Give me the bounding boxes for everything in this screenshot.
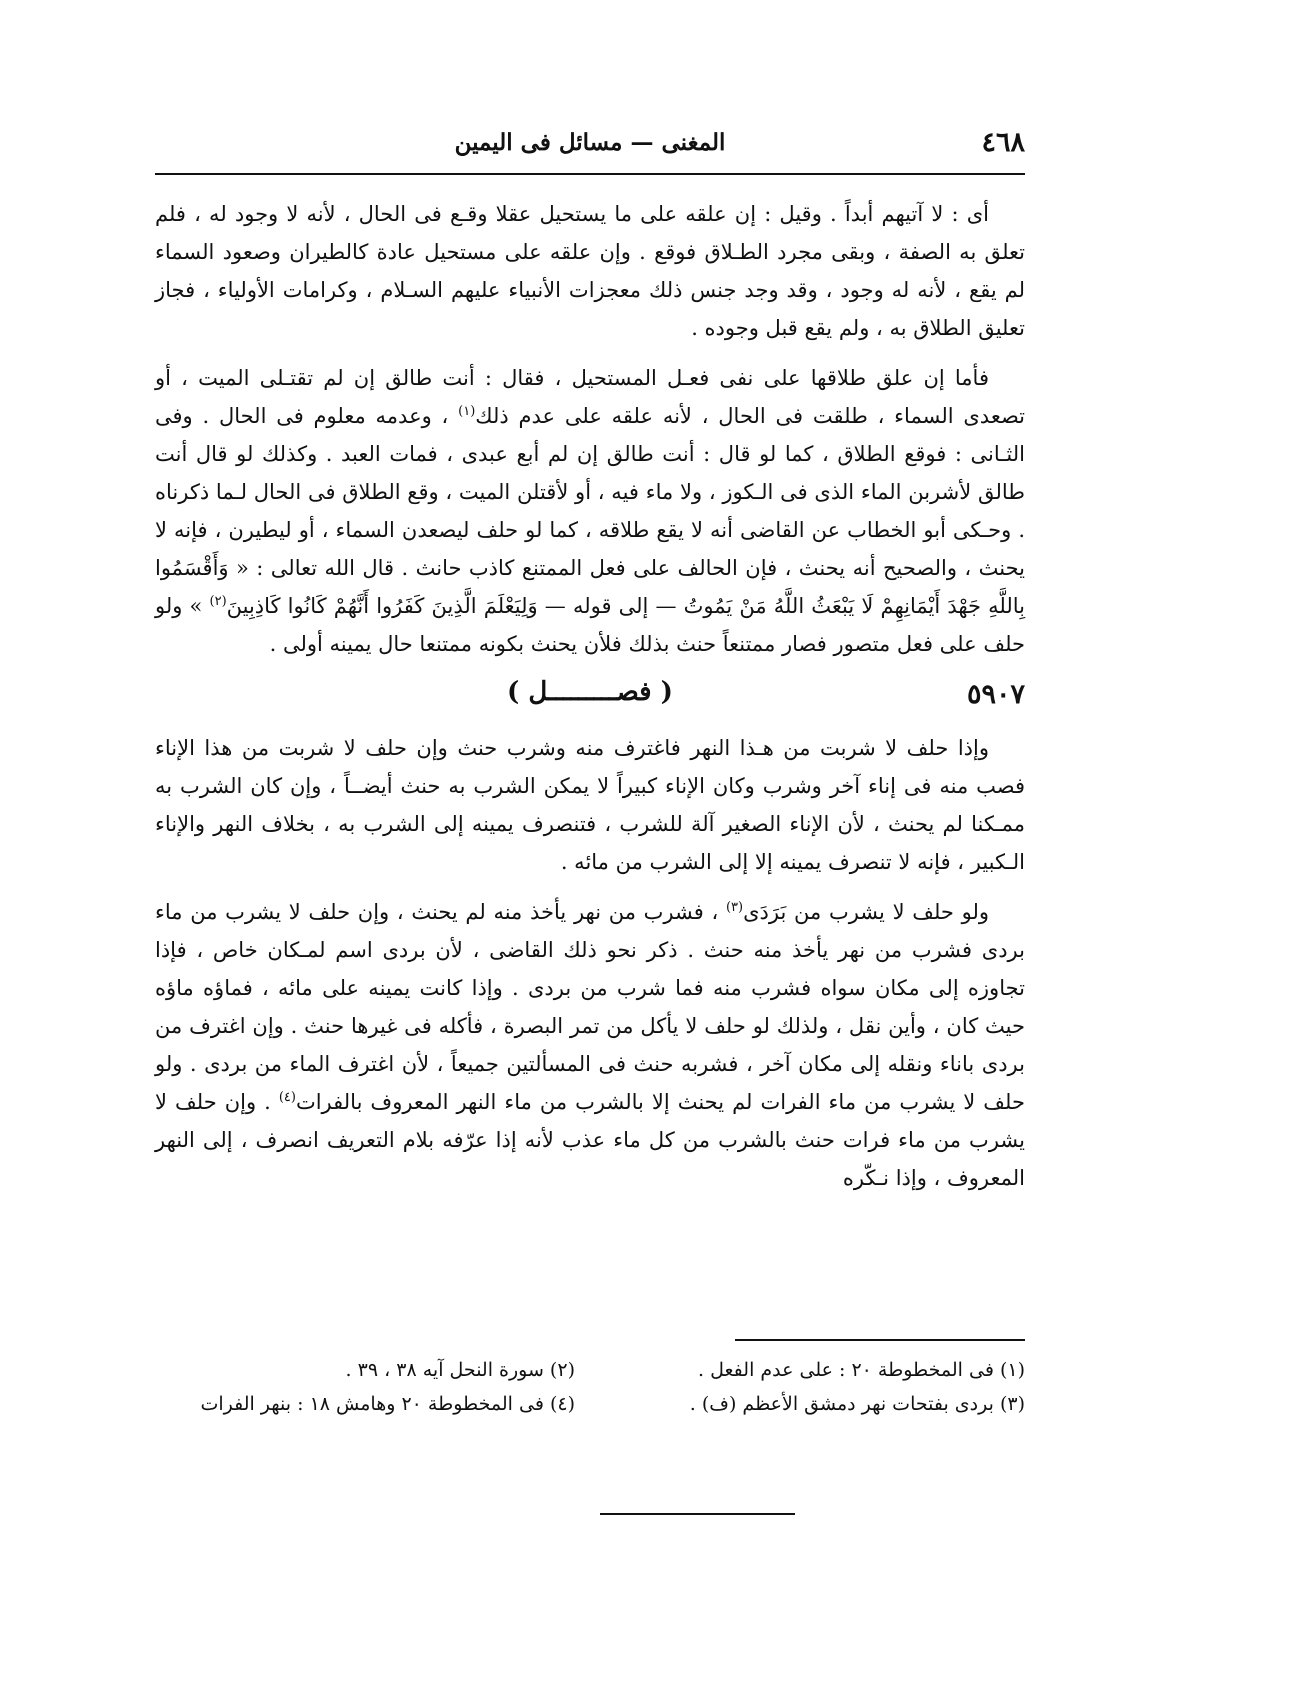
footnote-marker-1: (١) [458, 404, 476, 419]
header-title: المغنى — مسائل فى اليمين [454, 129, 726, 156]
footnote-row [155, 1387, 1025, 1421]
book-page [155, 125, 1025, 1625]
paragraph-text: فأما إن علق طلاقها على نفى فعـل المستحيل ، فقال : أنت طالق إن لم تقتـلى الميت ، أو تصعدى السماء ، طلقت فى الحال ، لأنه علقه على عدم ذلك [155, 366, 1026, 428]
paragraph-text: ، فشرب من نهر يأخذ منه لم يحنث ، وإن حلف لا يشرب من ماء بردى فشرب من نهر يأخذ منه حنث . ذكر نحو ذلك القاضى ، لأن بردى اسم لمـكان خاص ، فإذا تجاوزه إلى مكان سواه فشرب منه فما شرب من بردى . وإذا كانت يمينه على مائه ، فماؤه ماؤه حيث كان ، وأين نقل ، ولذلك لو حلف لا يأكل من تمر البصرة ، فأكله فى غيرها حنث . وإن اغترف من بردى باناء ونقله إلى مكان آخر ، فشربه حنث فى المسألتين جميعاً ، لأن اغترف الماء من بردى . ولو حلف لا يشرب من ماء الفرات لم يحنث إلا بالشرب من ماء النهر المعروف بالفرات [155, 900, 1025, 1114]
paragraph-negated-impossible [155, 359, 1025, 663]
section-number: ٥٩٠٧ [966, 679, 1025, 710]
footnotes [155, 1353, 1025, 1421]
footnote-marker-3: (٣) [725, 900, 744, 915]
paragraph-text: ، وعدمه معلوم فى الحال . وفى الثـانى : فوقع الطلاق ، كما لو قال : أنت طالق إن لم أبع عبدى ، فمات العبد . وكذلك لو قال أنت طالق لأشربن الماء الذى فى الـكوز ، ولا ماء فيه ، أو لأقتلن الميت ، وقع الطلاق فى الحال لـما ذكرناه . وحـكى أبو الخطاب عن القاضى أنه لا يقع طلاقه ، كما لو حلف ليصعدن السماء ، أو ليطيرن ، فإنه لا يحنث ، والصحيح أنه يحنث ، فإن الحالف على فعل الممتنع كاذب حانث . قال الله تعالى : « وَأَقْسَمُوا بِاللَّهِ جَهْدَ أَيْمَانِهِمْ لَا يَبْعَثُ اللَّهُ مَنْ يَمُوتُ — إلى قوله — وَلِيَعْلَمَ الَّذِينَ كَفَرُوا أَنَّهُمْ كَانُوا كَاذِبِينَ [155, 404, 1026, 618]
running-header [155, 125, 1025, 170]
paragraph-river-vessel: وإذا حلف لا شربت من هـذا النهر فاغترف منه وشرب حنث وإن حلف لا شربت من هذا الإناء فصب منه فى إناء آخر وشرب وكان الإناء كبيراً لا يمكن الشرب به حنث أيضــاً ، وإن كان الشرب به ممـكنا لم يحنث ، لأن الإناء الصغير آلة للشرب ، فتنصرف يمينه إلى الشرب به ، بخلاف النهر والإناء الـكبير ، فإنه لا تنصرف يمينه إلا إلى الشرب من مائه . [155, 736, 1025, 874]
paragraph-barada-euphrates [155, 893, 1025, 1197]
footnote-1: (١) فى المخطوطة ٢٠ : على عدم الفعل . [698, 1359, 1025, 1381]
footnote-row [155, 1353, 1025, 1387]
bottom-rule [600, 1513, 795, 1515]
footnote-4: (٤) فى المخطوطة ٢٠ وهامش ١٨ : بنهر الفرات [200, 1393, 575, 1415]
paragraph-text: ولو حلف لا يشرب من بَرَدَى [743, 900, 989, 924]
footnote-2: (٢) سورة النحل آيه ٣٨ ، ٣٩ . [345, 1359, 575, 1381]
header-rule [155, 173, 1025, 175]
paragraph-text: » ولو حلف على فعل متصور فصار ممتنعاً حنث بذلك فلأن يحنث بكونه ممتنعا حال يمينه أولى . [155, 594, 1025, 656]
section-heading [155, 675, 1025, 721]
body-text [155, 195, 1025, 1209]
paragraph-text: . وإن حلف لا يشرب من ماء فرات حنث بالشرب من كل ماء عذب لأنه إذا عرّفه بلام التعريف انصرف ، إلى النهر المعروف ، وإذا نـكّره [155, 1090, 1025, 1190]
page-number: ٤٦٨ [981, 127, 1025, 158]
paragraph-impossible-condition: أى : لا آتيهم أبداً . وقيل : إن علقه على ما يستحيل عقلا وقـع فى الحال ، لأنه لا وجود له ، فلم تعلق به الصفة ، وبقى مجرد الطـلاق فوقع . وإن علقه على مستحيل عادة كالطيران وصعود السماء لم يقع ، لأنه له وجود ، وقد وجد جنس ذلك معجزات الأنبياء عليهم السـلام ، وكرامات الأولياء ، فجاز تعليق الطلاق به ، ولم يقع قبل وجوده . [155, 202, 1025, 340]
footnote-marker-4: (٤) [278, 1090, 296, 1105]
footnote-marker-2: (٢) [209, 594, 227, 609]
footnote-3: (٣) بردى بفتحات نهر دمشق الأعظم (ف) . [689, 1393, 1025, 1415]
section-title: ( فصـــــــــل ) [507, 677, 673, 707]
footnote-rule [735, 1339, 1025, 1341]
